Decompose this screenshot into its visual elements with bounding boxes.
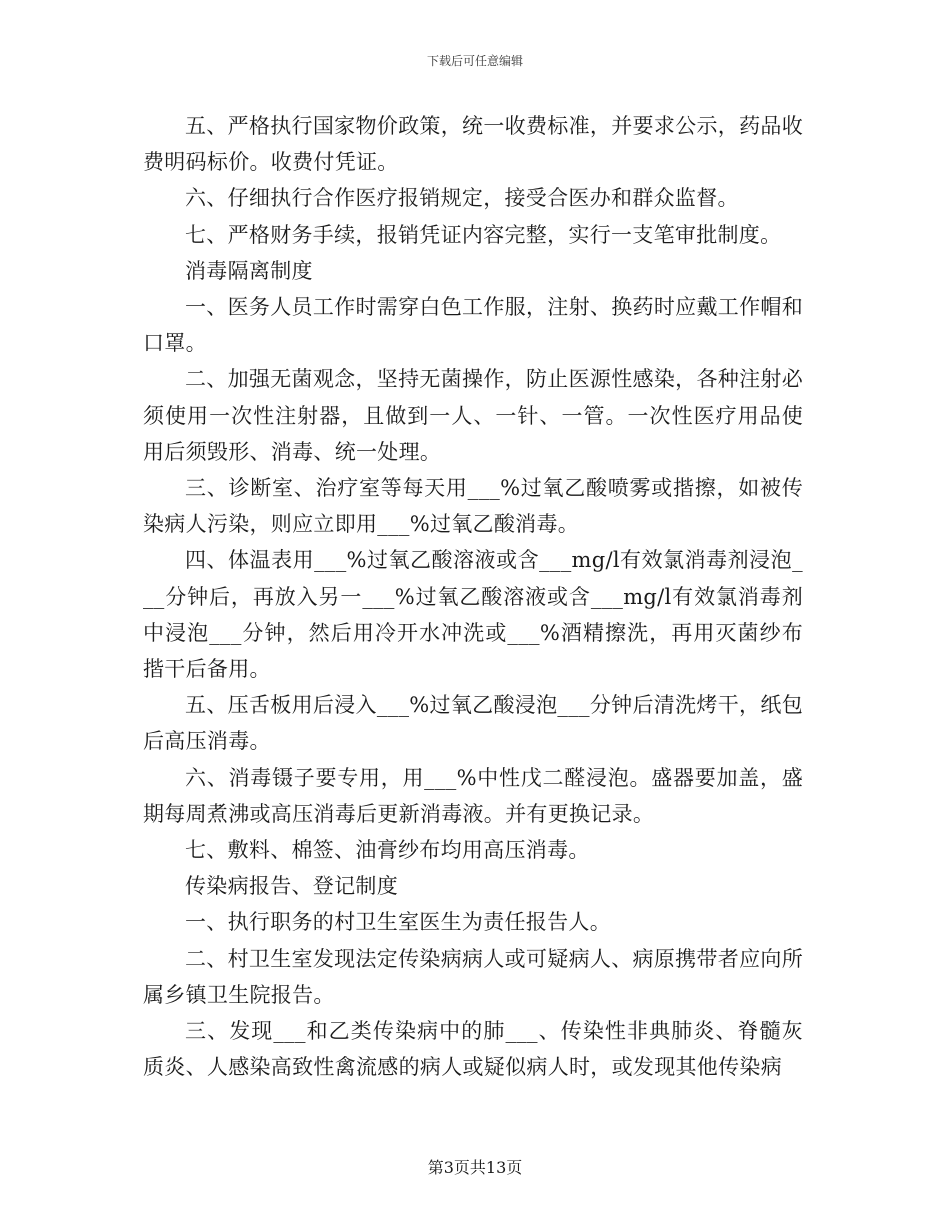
paragraph-class-a-discovery: 三、发现___和乙类传染病中的肺___、传染性非典肺炎、脊髓灰质炎、人感染高致性禽流感的病人或疑似病人时，或发现其他传染病 (143, 1019, 803, 1080)
page-number: 第3页共13页 (427, 1158, 523, 1177)
paragraph-pricing-policy: 五、严格执行国家物价政策，统一收费标准，并要求公示，药品收费明码标价。收费付凭证。 (143, 114, 803, 175)
paragraph-tongue-depressor: 五、压舌板用后浸入___%过氧乙酸浸泡___分钟后清洗烤干，纸包后高压消毒。 (143, 693, 803, 754)
section-title-disinfection: 消毒隔离制度 (185, 258, 313, 283)
paragraph-aseptic: 二、加强无菌观念，坚持无菌操作，防止医源性感染，各种注射必须使用一次性注射器，且做到一人、一针、一管。一次性医疗用品使用后须毁形、消毒、统一处理。 (143, 367, 803, 464)
paragraph-thermometer: 四、体温表用___%过氧乙酸溶液或含___mg/l有效氯消毒剂浸泡___分钟后，再放入另一___%过氧乙酸溶液或含___mg/l有效氯消毒剂中浸泡___分钟，然后用冷开水冲洗或___%酒精擦洗，再用灭菌纱布揩干后备用。 (143, 548, 803, 682)
section-title-infectious-report: 传染病报告、登记制度 (185, 874, 398, 899)
document-body (143, 108, 803, 1085)
paragraph-dressings: 七、敷料、棉签、油膏纱布均用高压消毒。 (185, 838, 590, 863)
paragraph-report-to-township: 二、村卫生室发现法定传染病病人或可疑病人、病原携带者应向所属乡镇卫生院报告。 (143, 946, 803, 1007)
paragraph-work-clothes: 一、医务人员工作时需穿白色工作服，注射、换药时应戴工作帽和口罩。 (143, 295, 803, 356)
paragraph-room-disinfection: 三、诊断室、治疗室等每天用___%过氧乙酸喷雾或揩擦，如被传染病人污染，则应立即用___%过氧乙酸消毒。 (143, 476, 803, 537)
paragraph-reporter: 一、执行职务的村卫生室医生为责任报告人。 (185, 910, 611, 935)
page-header-note: 下载后可任意编辑 (426, 54, 523, 68)
paragraph-cooperative-medical: 六、仔细执行合作医疗报销规定，接受合医办和群众监督。 (185, 186, 739, 211)
paragraph-finance-procedures: 七、严格财务手续，报销凭证内容完整，实行一支笔审批制度。 (185, 222, 782, 247)
paragraph-tweezers: 六、消毒镊子要专用，用___%中性戊二醛浸泡。盛器要加盖，盛期每周煮沸或高压消毒后更新消毒液。并有更换记录。 (143, 765, 803, 826)
